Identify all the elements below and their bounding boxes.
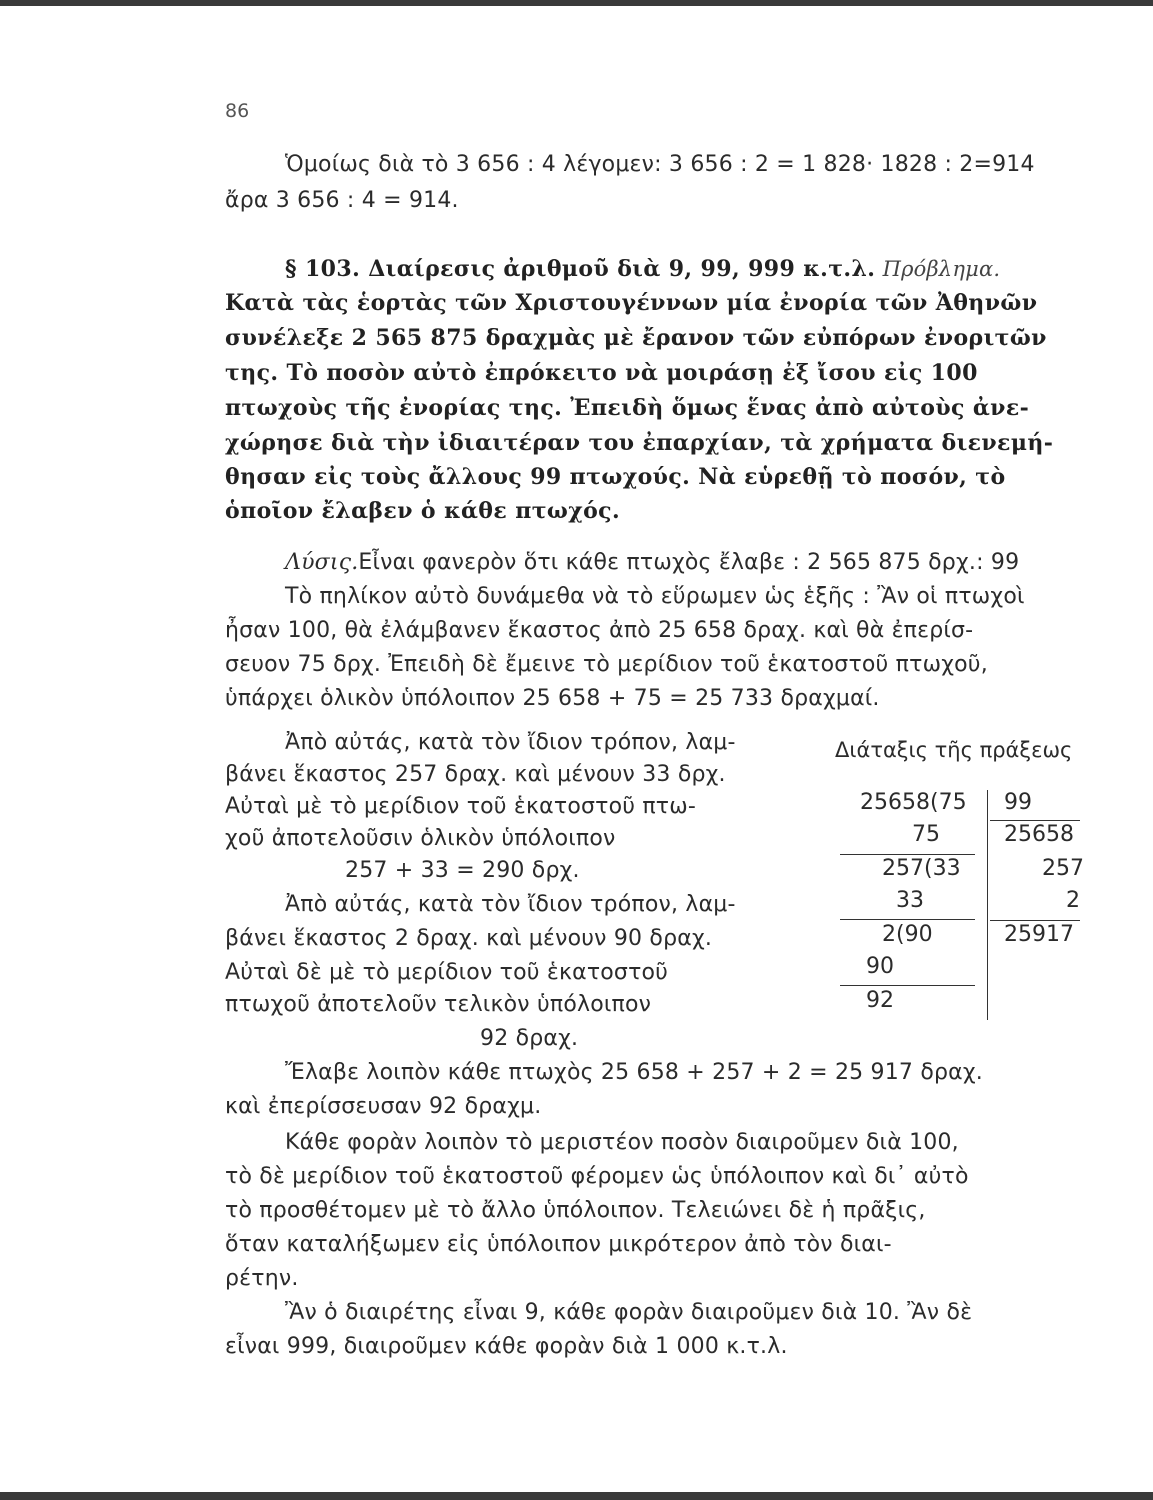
solution-first-text: Εἶναι φανερὸν ὅτι κάθε πτωχὸς ἔλαβε : 2 565 875 δρχ.: 99: [358, 550, 1020, 575]
problem-line-6: θησαν εἰς τοὺς ἄλλους 99 πτωχούς. Νὰ εὑρεθῇ τὸ ποσόν, τὸ: [225, 464, 1006, 490]
problem-label: Πρόβλημα.: [882, 257, 1001, 281]
column-line-3: Αὐταὶ μὲ τὸ μερίδιον τοῦ ἑκατοστοῦ πτω-: [225, 794, 697, 819]
scheme-right-4: 2: [1066, 888, 1080, 913]
rule-line-1: Κάθε φορὰν λοιπὸν τὸ μεριστέον ποσὸν διαιροῦμεν διὰ 100,: [285, 1130, 959, 1155]
scheme-right-2: 25658: [1004, 822, 1074, 847]
scheme-left-6: 90: [866, 954, 894, 979]
rule-line-2: τὸ δὲ μερίδιον τοῦ ἑκατοστοῦ φέρομεν ὡς ὑπόλοιπον καὶ δι᾽ αὐτὸ: [225, 1164, 969, 1189]
rule-line-3: τὸ προσθέτομεν μὲ τὸ ἄλλο ὑπόλοιπον. Τελειώνει δὲ ἡ πρᾶξις,: [225, 1198, 926, 1223]
problem-line-2: συνέλεξε 2 565 875 δραχμὰς μὲ ἔρανον τῶν εὐπόρων ἐνοριτῶν: [225, 325, 1047, 351]
conclusion-line-1: Ἔλαβε λοιπὸν κάθε πτωχὸς 25 658 + 257 + 2 = 25 917 δραχ.: [285, 1060, 983, 1085]
scheme-left-7: 92: [866, 988, 894, 1013]
scan-bottom-edge: [0, 1492, 1153, 1500]
scheme-rule-sum: [990, 920, 1080, 921]
scheme-rule-1: [840, 854, 975, 855]
scheme-rule-2: [840, 919, 975, 920]
division-scheme: [830, 738, 1105, 1028]
solution-line-4: ὑπάρχει ὁλικὸν ὑπόλοιπον 25 658 + 75 = 25 733 δραχμαί.: [225, 686, 880, 711]
scheme-vertical-rule: [987, 790, 988, 1020]
problem-line-7: ὁποῖον ἔλαβεν ὁ κάθε πτωχός.: [225, 498, 621, 524]
scheme-left-4: 33: [896, 888, 924, 913]
section-heading: § 103. Διαίρεσις ἀριθμοῦ διὰ 9, 99, 999 κ.τ.λ.: [285, 256, 876, 282]
solution-line-2: ἦσαν 100, θὰ ἐλάμβανεν ἕκαστος ἀπὸ 25 658 δραχ. καὶ θὰ ἐπερίσ-: [225, 618, 974, 643]
intro-line-1: Ὁμοίως διὰ τὸ 3 656 : 4 λέγομεν: 3 656 : 2 = 1 828· 1828 : 2=914: [285, 152, 1035, 177]
column-line-1: Ἀπὸ αὐτάς, κατὰ τὸν ἴδιον τρόπον, λαμ-: [285, 730, 736, 755]
solution-label: Λύσις.: [285, 550, 359, 575]
scan-top-edge: [0, 0, 1153, 6]
solution-line-3: σευον 75 δρχ. Ἐπειδὴ δὲ ἔμεινε τὸ μερίδιον τοῦ ἑκατοστοῦ πτωχοῦ,: [225, 652, 988, 677]
scheme-rule-3: [840, 985, 975, 986]
scheme-left-3: 257(33: [882, 856, 961, 881]
final-line-1: Ἂν ὁ διαιρέτης εἶναι 9, κάθε φορὰν διαιροῦμεν διὰ 10. Ἂν δὲ: [285, 1300, 973, 1325]
final-line-2: εἶναι 999, διαιροῦμεν κάθε φορὰν διὰ 1 000 κ.τ.λ.: [225, 1334, 788, 1359]
scheme-left-1: 25658(75: [860, 790, 967, 815]
column-line-7: βάνει ἕκαστος 2 δραχ. καὶ μένουν 90 δραχ.: [225, 926, 713, 951]
column-line-4: χοῦ ἀποτελοῦσιν ὁλικὸν ὑπόλοιπον: [225, 826, 616, 851]
scheme-rule-divisor: [990, 820, 1080, 821]
page-number: 86: [225, 100, 250, 122]
problem-line-3: της. Τὸ ποσὸν αὐτὸ ἐπρόκειτο νὰ μοιράσῃ ἐξ ἴσου εἰς 100: [225, 360, 978, 386]
column-line-10: 92 δραχ.: [480, 1026, 579, 1051]
column-line-9: πτωχοῦ ἀποτελοῦν τελικὸν ὑπόλοιπον: [225, 992, 652, 1017]
scheme-right-1: 99: [1004, 790, 1032, 815]
conclusion-line-2: καὶ ἐπερίσσευσαν 92 δραχμ.: [225, 1094, 542, 1119]
problem-line-1: Κατὰ τὰς ἑορτὰς τῶν Χριστουγέννων μία ἐνορία τῶν Ἀθηνῶν: [225, 290, 1038, 316]
scheme-title: Διάταξις τῆς πράξεως: [835, 738, 1073, 762]
solution-first-line: [285, 550, 1019, 575]
scheme-right-3: 257: [1042, 856, 1084, 881]
problem-line-5: χώρησε διὰ τὴν ἰδιαιτέραν του ἐπαρχίαν, τὰ χρήματα διενεμή-: [225, 430, 1054, 456]
scheme-right-5: 25917: [1004, 922, 1074, 947]
column-line-6: Ἀπὸ αὐτάς, κατὰ τὸν ἴδιον τρόπον, λαμ-: [285, 892, 736, 917]
intro-line-2: ἄρα 3 656 : 4 = 914.: [225, 188, 459, 213]
problem-line-4: πτωχοὺς τῆς ἐνορίας της. Ἐπειδὴ ὅμως ἕνας ἀπὸ αὐτοὺς ἀνε-: [225, 395, 1030, 421]
column-line-8: Αὐταὶ δὲ μὲ τὸ μερίδιον τοῦ ἑκατοστοῦ: [225, 960, 669, 985]
column-line-5: 257 + 33 = 290 δρχ.: [345, 858, 580, 883]
rule-line-5: ρέτην.: [225, 1266, 299, 1291]
section-heading-line: [285, 256, 1000, 282]
solution-line-1: Τὸ πηλίκον αὐτὸ δυνάμεθα νὰ τὸ εὕρωμεν ὡς ἑξῆς : Ἂν οἱ πτωχοὶ: [285, 584, 1025, 609]
rule-line-4: ὅταν καταλήξωμεν εἰς ὑπόλοιπον μικρότερον ἀπὸ τὸν διαι-: [225, 1232, 892, 1257]
scheme-left-5: 2(90: [882, 922, 933, 947]
scheme-left-2: 75: [912, 822, 940, 847]
column-line-2: βάνει ἕκαστος 257 δραχ. καὶ μένουν 33 δρχ.: [225, 762, 726, 787]
